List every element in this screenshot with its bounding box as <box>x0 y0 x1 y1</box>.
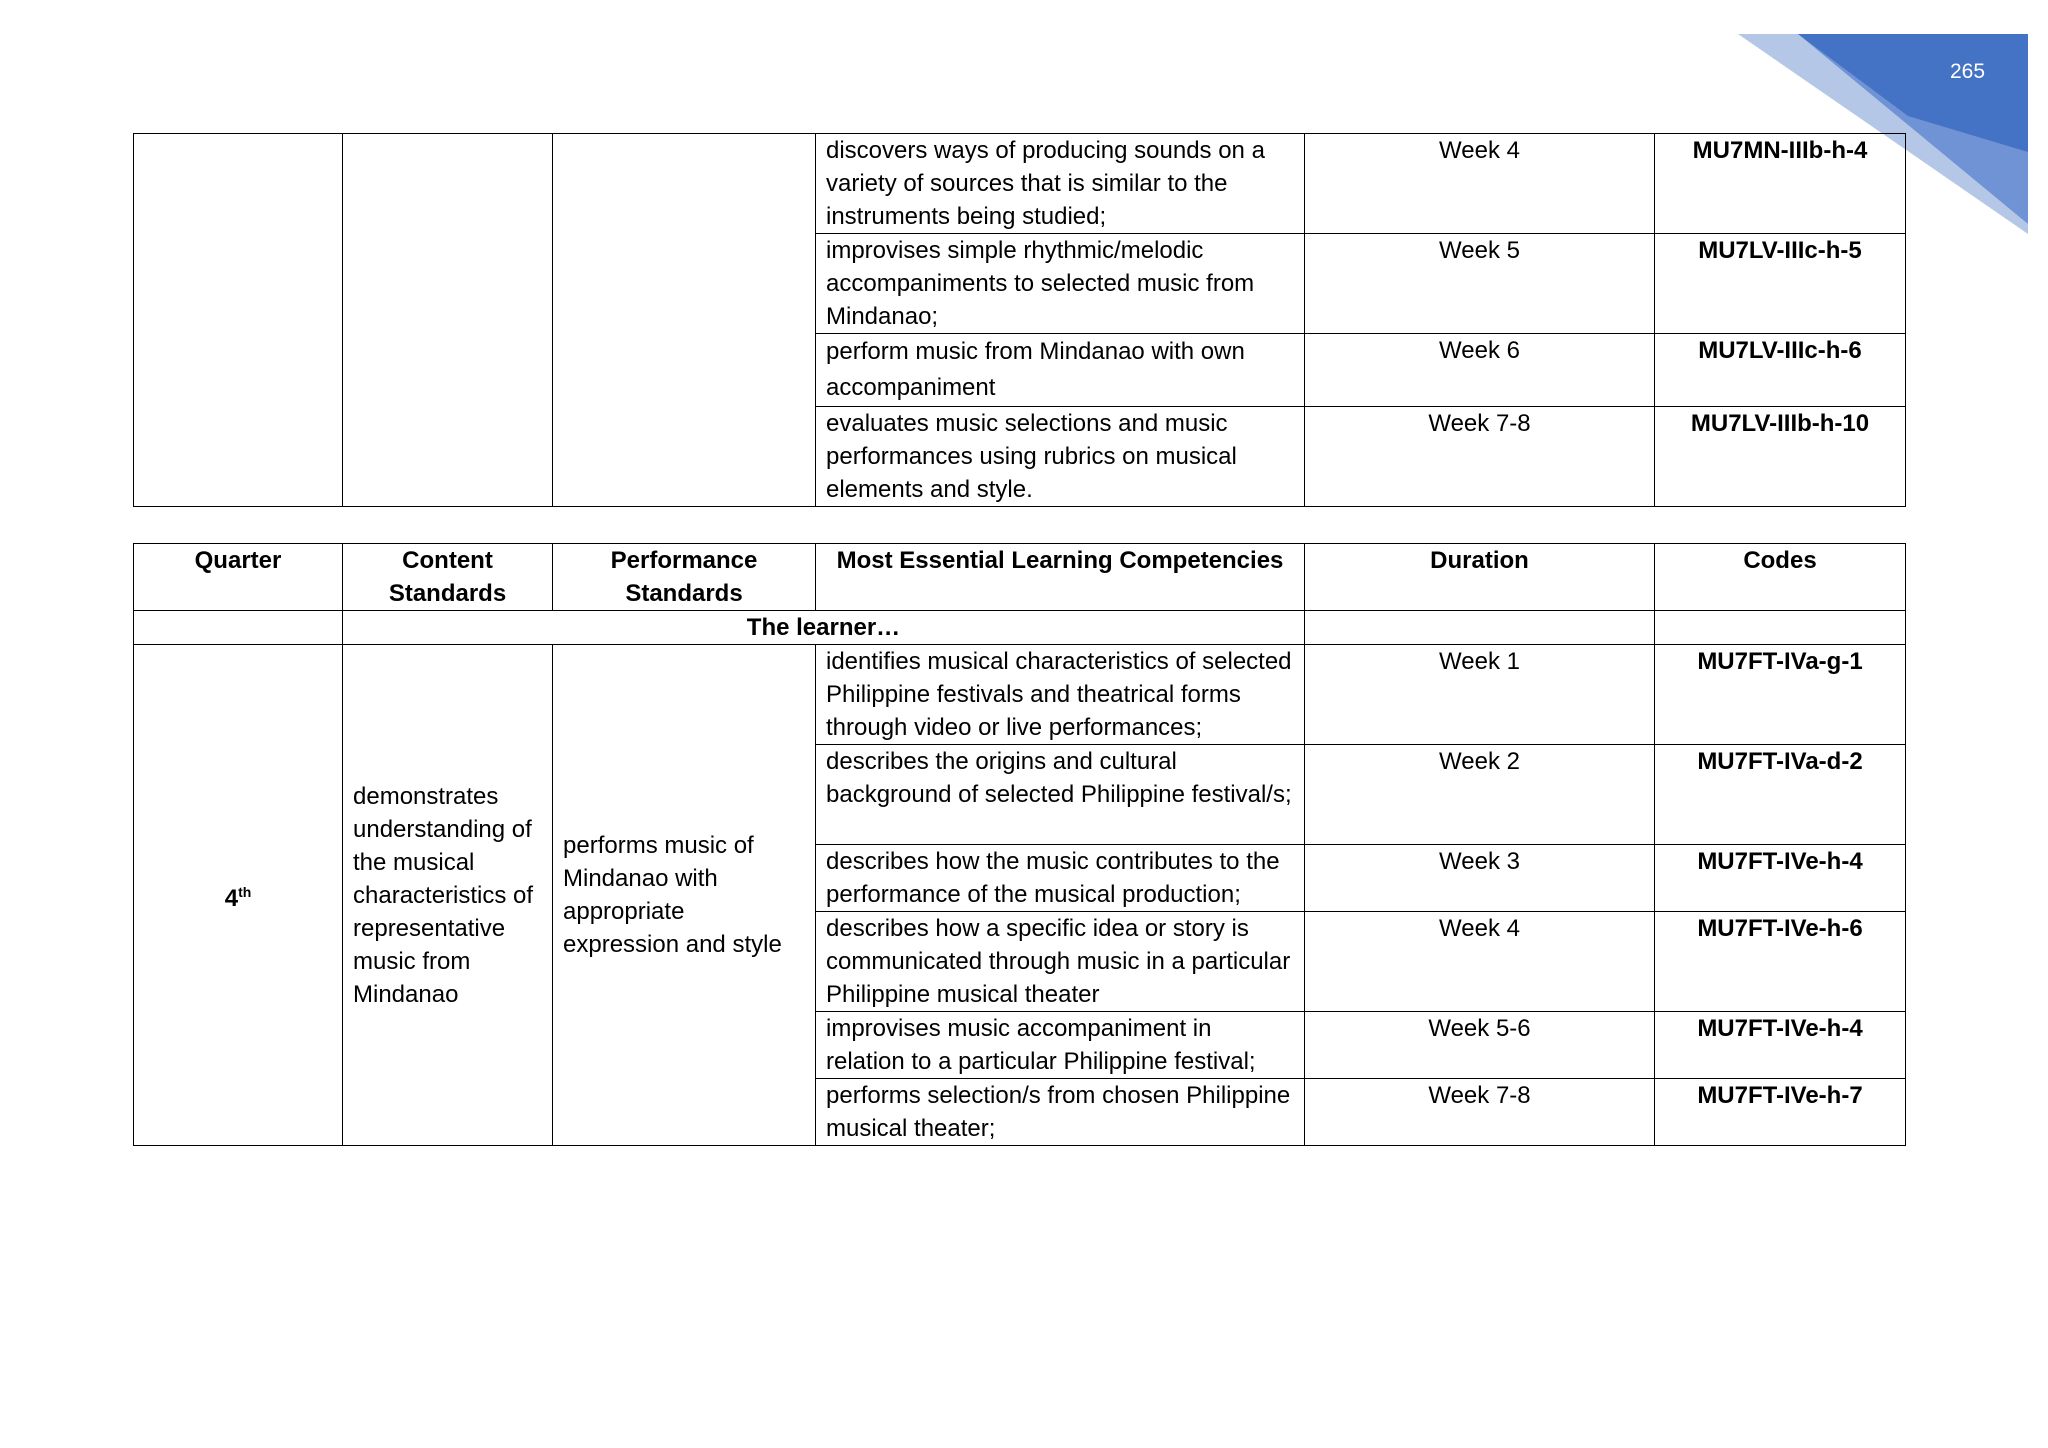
competency-cell: describes how a specific idea or story is communicated through music in a particular Philippine musical theater <box>816 912 1305 1012</box>
competency-cell: discovers ways of producing sounds on a variety of sources that is similar to the instruments being studied; <box>816 134 1305 234</box>
competency-cell: improvises music accompaniment in relation to a particular Philippine festival; <box>816 1012 1305 1079</box>
empty-cell <box>134 611 343 645</box>
code-cell: MU7MN-IIIb-h-4 <box>1655 134 1906 234</box>
duration-cell: Week 5 <box>1305 234 1655 334</box>
empty-content-standard-cell <box>343 134 553 507</box>
curriculum-table-continued <box>133 133 1906 507</box>
header-quarter: Quarter <box>134 544 343 611</box>
competency-cell: evaluates music selections and music performances using rubrics on musical elements and style. <box>816 407 1305 507</box>
header-duration: Duration <box>1305 544 1655 611</box>
curriculum-table-quarter-4 <box>133 543 1906 1146</box>
duration-cell: Week 3 <box>1305 845 1655 912</box>
duration-cell: Week 4 <box>1305 134 1655 234</box>
code-cell: MU7FT-IVe-h-6 <box>1655 912 1906 1012</box>
competency-cell: describes how the music contributes to the performance of the musical production; <box>816 845 1305 912</box>
competency-cell: improvises simple rhythmic/melodic accompaniments to selected music from Mindanao; <box>816 234 1305 334</box>
code-cell: MU7FT-IVa-g-1 <box>1655 645 1906 745</box>
quarter-number: 4 <box>224 884 239 912</box>
competency-cell: performs selection/s from chosen Philippine musical theater; <box>816 1079 1305 1146</box>
duration-cell: Week 4 <box>1305 912 1655 1012</box>
page-number: 265 <box>1950 60 1986 83</box>
quarter-suffix: th <box>238 883 252 900</box>
header-competencies: Most Essential Learning Competencies <box>816 544 1305 611</box>
learner-row <box>134 611 1906 645</box>
competency-cell: describes the origins and cultural background of selected Philippine festival/s; <box>816 745 1305 845</box>
duration-cell: Week 7-8 <box>1305 1079 1655 1146</box>
competency-cell: perform music from Mindanao with own accompaniment <box>816 334 1305 407</box>
duration-cell: Week 1 <box>1305 645 1655 745</box>
header-codes: Codes <box>1655 544 1906 611</box>
code-cell: MU7FT-IVa-d-2 <box>1655 745 1906 845</box>
table-row <box>134 645 1906 745</box>
duration-cell: Week 7-8 <box>1305 407 1655 507</box>
duration-cell: Week 6 <box>1305 334 1655 407</box>
code-cell: MU7FT-IVe-h-4 <box>1655 845 1906 912</box>
code-cell: MU7LV-IIIc-h-5 <box>1655 234 1906 334</box>
learner-label: The learner… <box>343 611 1305 645</box>
duration-cell: Week 2 <box>1305 745 1655 845</box>
code-cell: MU7FT-IVe-h-7 <box>1655 1079 1906 1146</box>
empty-performance-standard-cell <box>553 134 816 507</box>
header-row <box>134 544 1906 611</box>
table-row <box>134 134 1906 234</box>
duration-cell: Week 5-6 <box>1305 1012 1655 1079</box>
code-cell: MU7FT-IVe-h-4 <box>1655 1012 1906 1079</box>
header-performance-standards: Performance Standards <box>553 544 816 611</box>
empty-quarter-cell <box>134 134 343 507</box>
code-cell: MU7LV-IIIb-h-10 <box>1655 407 1906 507</box>
empty-cell <box>1655 611 1906 645</box>
performance-standard-cell: performs music of Mindanao with appropriate expression and style <box>553 645 816 1146</box>
content-standard-cell: demonstrates understanding of the musical characteristics of representative music from Mindanao <box>343 645 553 1146</box>
empty-cell <box>1305 611 1655 645</box>
header-content-standards: Content Standards <box>343 544 553 611</box>
quarter-cell <box>134 645 343 1146</box>
competency-cell: identifies musical characteristics of selected Philippine festivals and theatrical forms through video or live performances; <box>816 645 1305 745</box>
code-cell: MU7LV-IIIc-h-6 <box>1655 334 1906 407</box>
